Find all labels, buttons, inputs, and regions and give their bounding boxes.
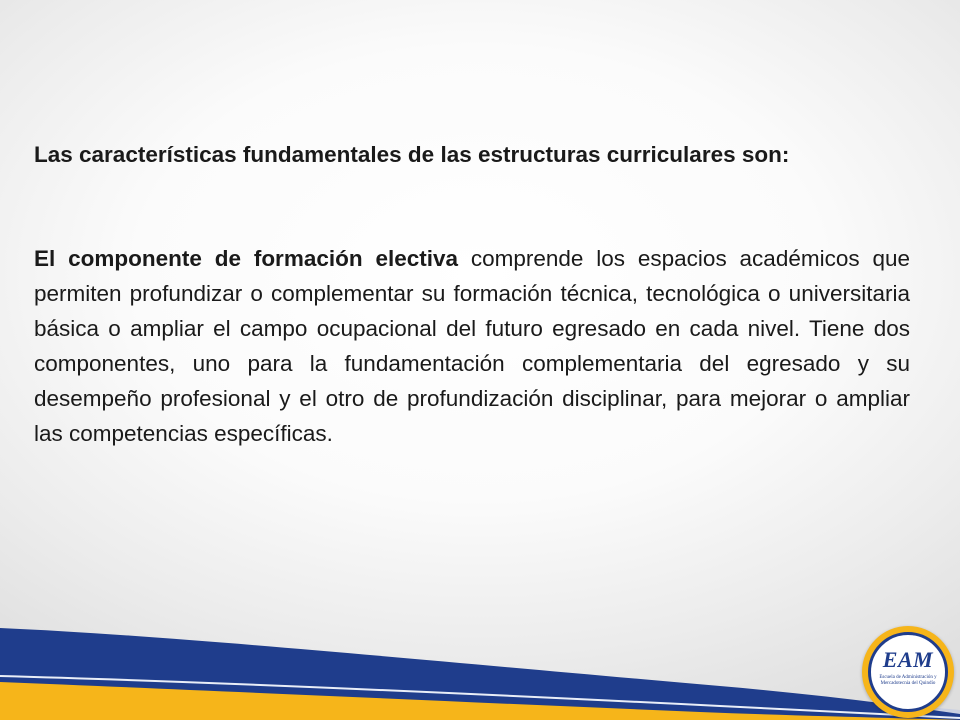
body-rest-text: comprende los espacios académicos que permiten profundizar o complementar su formación técnica, tecnológica o universitaria básica o ampliar el campo ocupacional del futuro egresado en cada nivel. Tiene dos componentes, uno para la fundamentación complementaria del egresado y su desempeño profesional y el otro de profundización disciplinar, para mejorar o ampliar las competencias específicas.	[34, 246, 910, 446]
slide-content	[34, 138, 910, 451]
eam-logo	[862, 626, 954, 718]
body-lead-text: El componente de formación electiva	[34, 246, 459, 271]
eam-logo-name: EAM	[882, 647, 934, 672]
footer-swoosh-decoration	[0, 590, 960, 720]
eam-logo-subtitle: Escuela de Administración y Mercadotecnia del Quindío	[879, 675, 937, 686]
slide-body-paragraph	[34, 241, 910, 451]
eam-logo-inner	[868, 632, 948, 712]
slide-heading: Las características fundamentales de las estructuras curriculares son:	[34, 142, 790, 167]
